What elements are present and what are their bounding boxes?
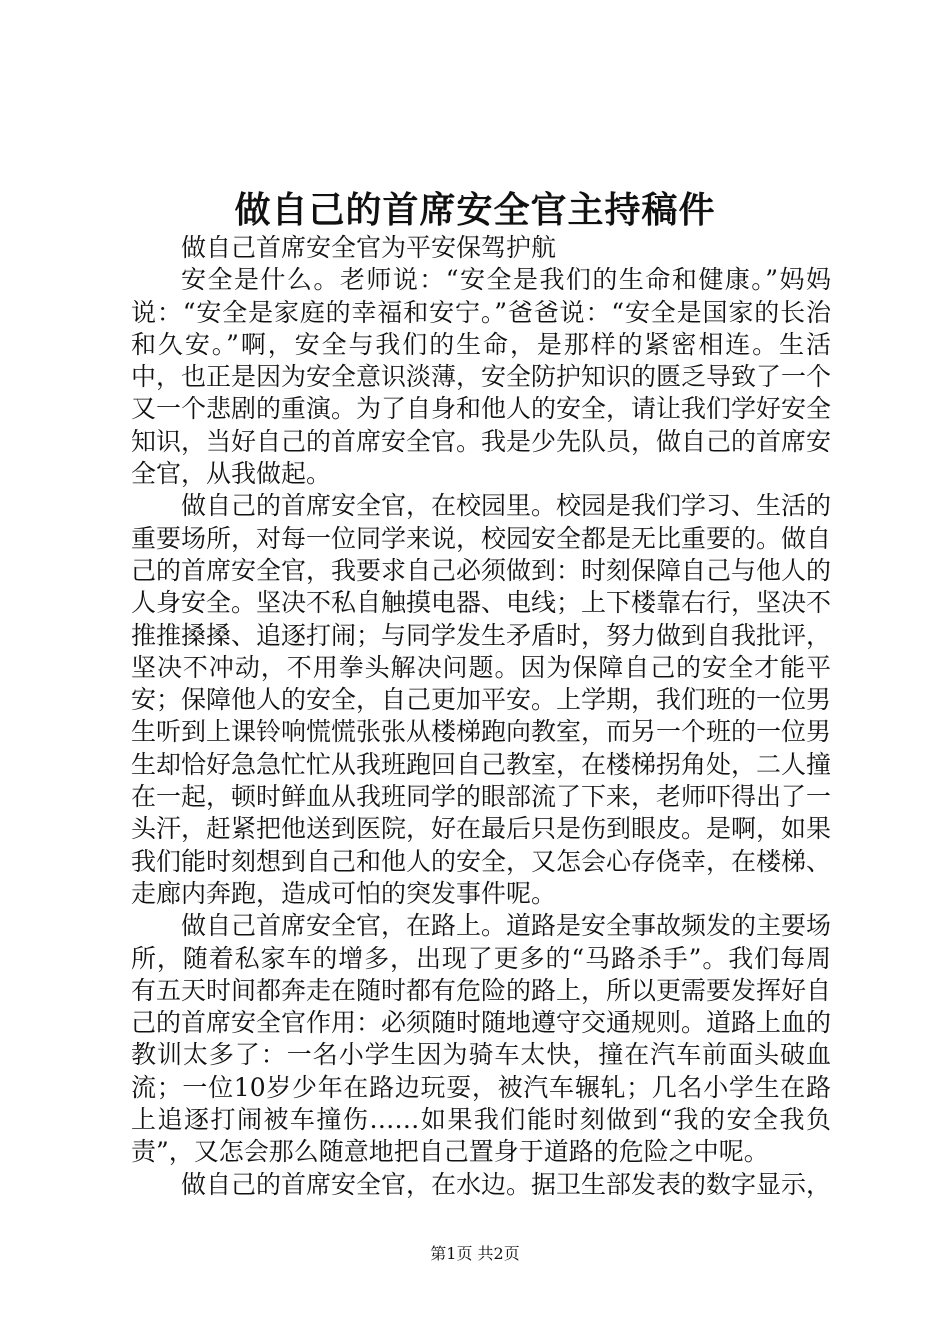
paragraph-water-safety: 做自己的首席安全官，在水边。据卫生部发表的数字显示， bbox=[181, 1169, 832, 1199]
document-body bbox=[131, 232, 831, 1201]
paragraph-road-safety: 做自己首席安全官，在路上。道路是安全事故频发的主要场所，随着私家车的增多，出现了更多的“马路杀手”。我们每周有五天时间都奔走在随时都有危险的路上，所以更需要发挥好自己的首席安全官作用：必须随时随地遵守交通规则。道路上血的教训太多了：一名小学生因为骑车太快，撞在汽车前面头破血流；一位10岁少年在路边玩耍，被汽车辗轧；几名小学生在路上追逐打闹被车撞伤……如果我们能时刻做到“我的安全我负责”，又怎会那么随意地把自己置身于道路的危险之中呢。 bbox=[131, 911, 832, 1167]
page-footer: 第1页 共2页 bbox=[430, 1244, 520, 1263]
paragraph-subtitle: 做自己首席安全官为平安保驾护航 bbox=[181, 233, 557, 262]
document-title: 做自己的首席安全官主持稿件 bbox=[234, 189, 716, 231]
paragraph-what-is-safety: 安全是什么。老师说：“安全是我们的生命和健康。”妈妈说：“安全是家庭的幸福和安宁。”爸爸说：“安全是国家的长治和久安。”啊，安全与我们的生命，是那样的紧密相连。生活中，也正是因为安全意识淡薄，安全防护知识的匮乏导致了一个又一个悲剧的重演。为了自身和他人的安全，请让我们学好安全知识，当好自己的首席安全官。我是少先队员，做自己的首席安全官，从我做起。 bbox=[131, 265, 832, 489]
paragraph-campus-safety: 做自己的首席安全官，在校园里。校园是我们学习、生活的重要场所，对每一位同学来说，校园安全都是无比重要的。做自己的首席安全官，我要求自己必须做到：时刻保障自己与他人的人身安全。坚决不私自触摸电器、电线；上下楼靠右行，坚决不推推搡搡、追逐打闹；与同学发生矛盾时，努力做到自我批评，坚决不冲动，不用拳头解决问题。因为保障自己的安全才能平安；保障他人的安全，自己更加平安。上学期，我们班的一位男生听到上课铃响慌慌张张从楼梯跑向教室，而另一个班的一位男生却恰好急急忙忙从我班跑回自己教室，在楼梯拐角处，二人撞在一起，顿时鲜血从我班同学的眼部流了下来，老师吓得出了一头汗，赶紧把他送到医院，好在最后只是伤到眼皮。是啊，如果我们能时刻想到自己和他人的安全，又怎会心存侥幸，在楼梯、走廊内奔跑，造成可怕的突发事件呢。 bbox=[131, 491, 832, 908]
